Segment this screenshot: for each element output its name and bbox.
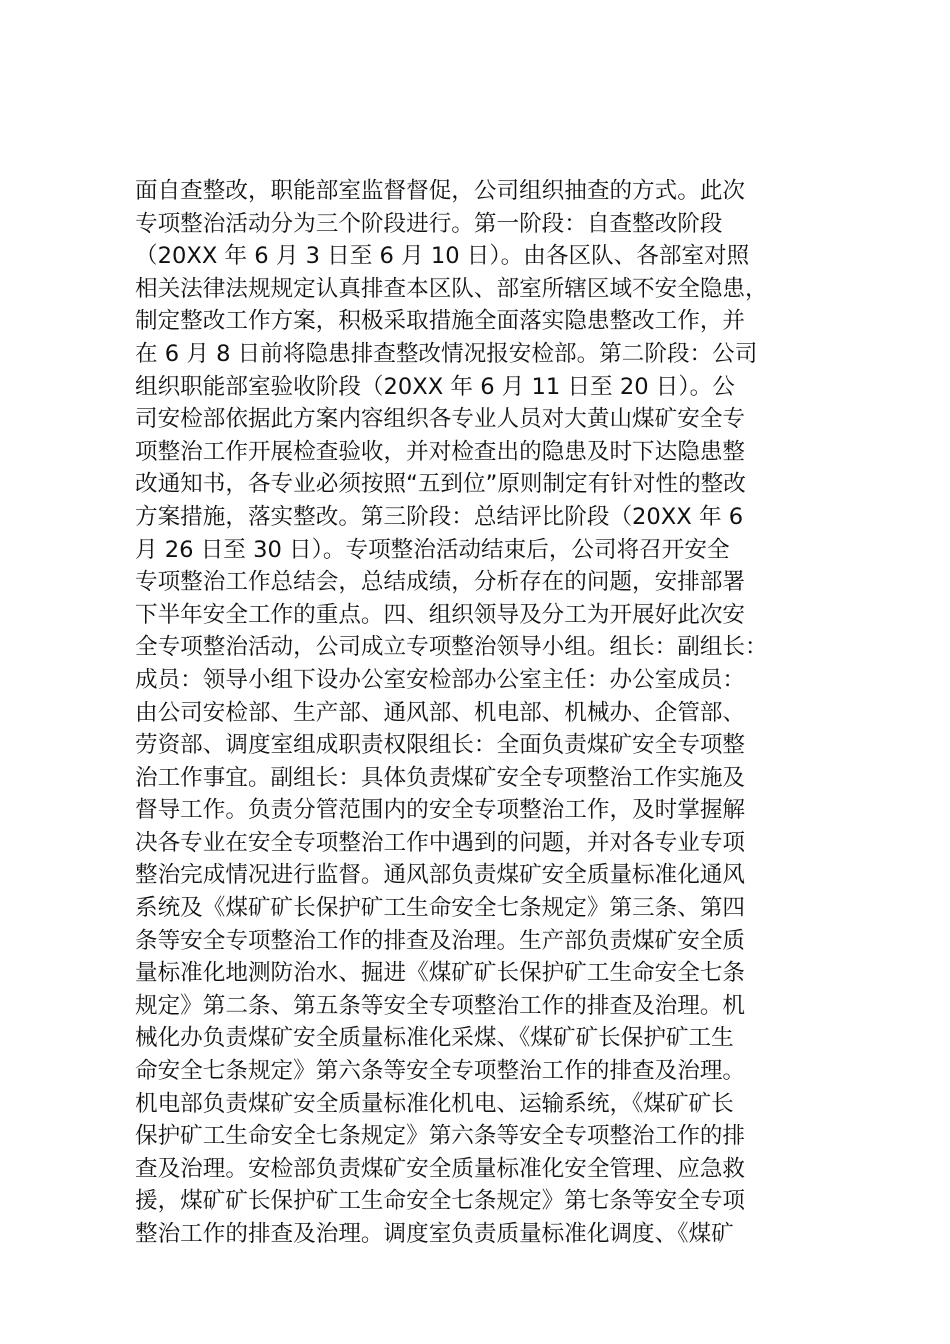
text-line-24: 条等安全专项整治工作的排查及治理。生产部负责煤矿安全质: [135, 927, 746, 954]
text-line-1: 面自查整改，职能部室监督督促，公司组织抽查的方式。此次: [135, 178, 746, 204]
text-line-14: 下半年安全工作的重点。四、组织领导及分工为开展好此次安: [135, 601, 746, 628]
text-line-26: 规定》第二条、第五条等安全专项整治工作的排查及治理。机: [135, 992, 746, 1019]
text-line-21: 决各专业在安全专项整治工作中遇到的问题，并对各专业专项: [135, 829, 746, 856]
text-line-30: 保护矿工生命安全七条规定》第六条等安全专项整治工作的排: [135, 1123, 746, 1150]
text-line-31: 查及治理。安检部负责煤矿安全质量标准化安全管理、应急救: [135, 1155, 746, 1182]
text-line-8: 司安检部依据此方案内容组织各专业人员对大黄山煤矿安全专: [135, 406, 746, 433]
text-line-12: 月 26 日至 30 日）。专项整治活动结束后，公司将召开安全: [135, 536, 730, 563]
text-line-5: 制定整改工作方案，积极采取措施全面落实隐患整改工作，并: [135, 308, 746, 335]
text-line-17: 由公司安检部、生产部、通风部、机电部、机械办、企管部、: [135, 699, 746, 726]
text-line-13: 专项整治工作总结会，总结成绩，分析存在的问题，安排部署: [135, 569, 746, 596]
text-line-29: 机电部负责煤矿安全质量标准化机电、运输系统，《煤矿矿长: [135, 1090, 734, 1117]
text-line-11: 方案措施，落实整改。第三阶段：总结评比阶段（20XX 年 6: [135, 503, 744, 530]
text-line-20: 督导工作。负责分管范围内的安全专项整治工作，及时掌握解: [135, 797, 746, 824]
text-line-22: 整治完成情况进行监督。通风部负责煤矿安全质量标准化通风: [135, 862, 746, 889]
text-line-19: 治工作事宜。副组长：具体负责煤矿安全专项整治工作实施及: [135, 764, 746, 791]
text-line-28: 命安全七条规定》第六条等安全专项整治工作的排查及治理。: [135, 1058, 746, 1085]
text-line-4: 相关法律法规规定认真排查本区队、部室所辖区域不安全隐患，: [135, 275, 768, 302]
text-line-9: 项整治工作开展检查验收，并对检查出的隐患及时下达隐患整: [135, 438, 746, 465]
text-line-33: 整治工作的排查及治理。调度室负责质量标准化调度、《煤矿: [135, 1221, 734, 1247]
text-line-2: 专项整治活动分为三个阶段进行。第一阶段：自查整改阶段: [135, 210, 723, 237]
body-text: [135, 175, 855, 1251]
text-line-27: 械化办负责煤矿安全质量标准化采煤、《煤矿矿长保护矿工生: [135, 1025, 734, 1052]
text-line-10: 改通知书，各专业必须按照“五到位”原则制定有针对性的整改: [135, 471, 746, 498]
text-line-3: （20XX 年 6 月 3 日至 6 月 10 日）。由各区队、各部室对照: [135, 243, 750, 270]
text-line-6: 在 6 月 8 日前将隐患排查整改情况报安检部。第二阶段：公司: [135, 340, 758, 367]
text-line-7: 组织职能部室验收阶段（20XX 年 6 月 11 日至 20 日）。公: [135, 373, 735, 400]
text-line-16: 成员：领导小组下设办公室安检部办公室主任：办公室成员：: [135, 666, 746, 693]
text-line-15: 全专项整治活动，公司成立专项整治领导小组。组长：副组长：: [135, 634, 768, 661]
text-line-32: 援，煤矿矿长保护矿工生命安全七条规定》第七条等安全专项: [135, 1188, 746, 1215]
text-line-18: 劳资部、调度室组成职责权限组长：全面负责煤矿安全专项整: [135, 732, 746, 759]
text-line-23: 系统及《煤矿矿长保护矿工生命安全七条规定》第三条、第四: [135, 895, 746, 922]
text-line-25: 量标准化地测防治水、掘进《煤矿矿长保护矿工生命安全七条: [135, 960, 746, 987]
